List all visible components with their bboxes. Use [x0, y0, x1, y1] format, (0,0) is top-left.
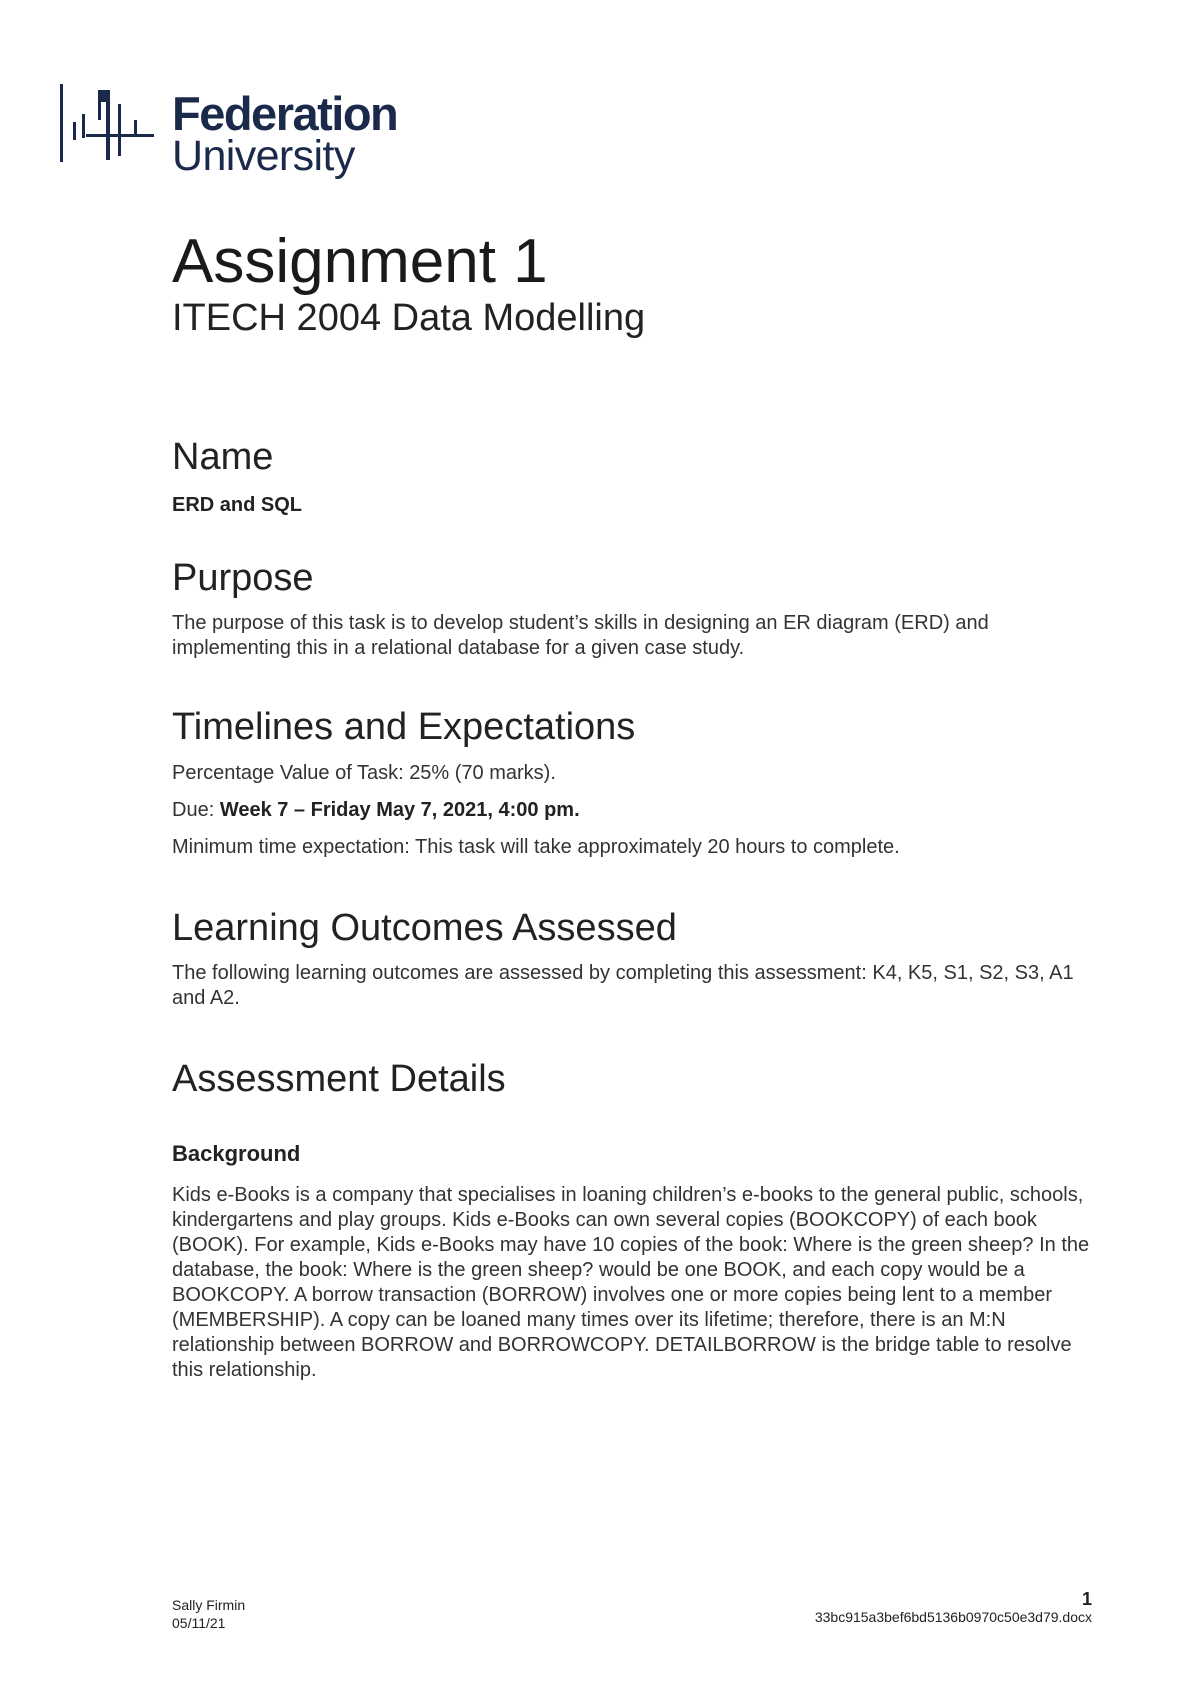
footer-filename: 33bc915a3bef6bd5136b0970c50e3d79.docx — [814, 1609, 1092, 1625]
footer-author: Sally Firmin — [172, 1597, 246, 1613]
outcomes-text: The following learning outcomes are assessed by completing this assessment: K4, K5, S1, S2, S3, A1 and A2. — [172, 962, 1074, 1010]
logo-wordmark — [172, 84, 397, 178]
due-label: Due: — [172, 798, 220, 821]
document-title: Assignment 1 — [172, 227, 548, 296]
purpose-text: The purpose of this task is to develop student’s skills in designing an ER diagram (ERD) and implementing this in a relational database for a given case study. — [172, 612, 989, 660]
due-line — [172, 798, 1092, 823]
percentage-value: Percentage Value of Task: 25% (70 marks). — [172, 761, 556, 784]
name-value: ERD and SQL — [172, 493, 303, 516]
logo-mark-icon — [60, 84, 170, 174]
document-subtitle: ITECH 2004 Data Modelling — [172, 297, 646, 340]
page-number: 1 — [1081, 1589, 1092, 1609]
background-heading: Background — [172, 1140, 301, 1166]
purpose-heading: Purpose — [172, 556, 314, 599]
logo-line-2: University — [172, 132, 355, 180]
footer-date: 05/11/21 — [172, 1615, 226, 1631]
document-body — [172, 226, 1092, 1383]
outcomes-heading: Learning Outcomes Assessed — [172, 906, 677, 949]
footer-right — [815, 1590, 1092, 1626]
due-value: Week 7 – Friday May 7, 2021, 4:00 pm. — [219, 798, 580, 821]
timelines-heading: Timelines and Expectations — [172, 706, 636, 749]
federation-university-logo — [60, 84, 440, 184]
background-text: Kids e-Books is a company that specialises in loaning children’s e-books to the general public, schools, kindergartens and play groups. Kids e-Books can own several copies (BOOKCOPY) of each book (BOOK). For example, Kids e-Books may have 10 copies of the book: Where is the green sheep? In the database, the book: Where is the green sheep? would be one BOOK, and each copy would be a BOOKCOPY. A borrow transaction (BORROW) involves one or more copies being lent to a member (MEMBERSHIP). A copy can be loaned many times over its lifetime; therefore, there is an M:N relationship between BORROW and BORROWCOPY. DETAILBORROW is the bridge table to resolve this relationship. — [172, 1183, 1090, 1381]
details-heading: Assessment Details — [172, 1058, 506, 1101]
name-heading: Name — [172, 435, 274, 478]
minimum-time: Minimum time expectation: This task will take approximately 20 hours to complete. — [172, 835, 900, 858]
logo-line-1: Federation — [172, 87, 398, 140]
footer-left — [172, 1596, 245, 1632]
